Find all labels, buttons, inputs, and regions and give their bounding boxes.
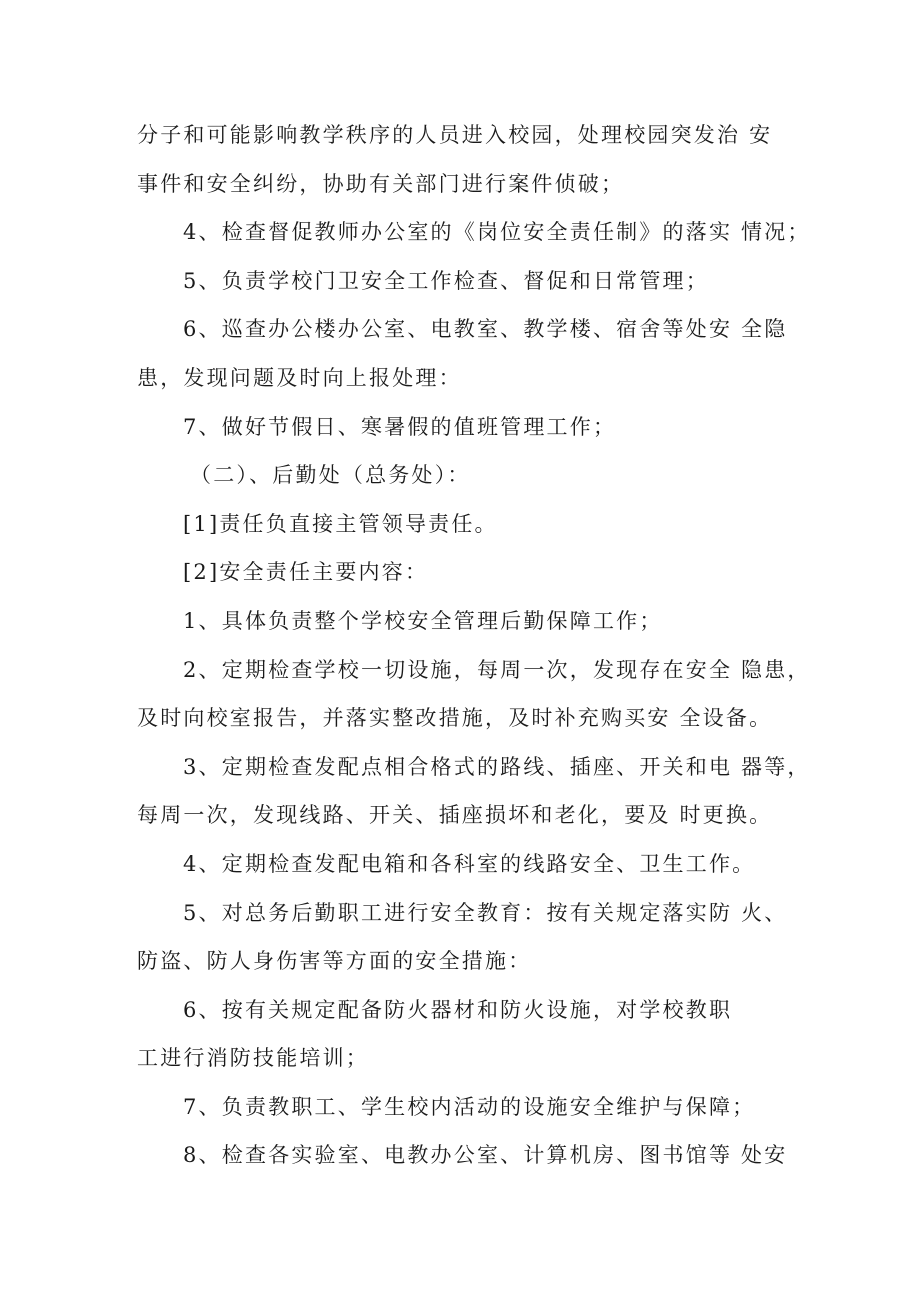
paragraph-line: 8、检查各实验室、电教办公室、计算机房、图书馆等 处安	[183, 1143, 788, 1168]
paragraph-line: 5、对总务后勤职工进行安全教育：按有关规定落实防 火、	[183, 900, 788, 925]
paragraph-line: 7、做好节假日、寒暑假的值班管理工作；	[183, 414, 617, 439]
paragraph-line: 每周一次，发现线路、开关、插座损坏和老化，要及 时更换。	[137, 803, 773, 828]
document-page	[0, 111, 920, 1180]
paragraph-line: [1]责任负直接主管领导责任。	[183, 511, 498, 536]
paragraph-line: 工进行消防技能培训；	[137, 1046, 369, 1071]
paragraph-line: 患，发现问题及时向上报处理：	[137, 365, 462, 390]
paragraph-line: 3、定期检查发配点相合格式的路线、插座、开关和电 器等，	[183, 754, 811, 779]
paragraph-line: 6、巡查办公楼办公室、电教室、教学楼、宿舍等处安 全隐	[183, 317, 788, 342]
paragraph-line: 5、负责学校门卫安全工作检查、督促和日常管理；	[183, 268, 709, 293]
paragraph-line: 事件和安全纠纷，协助有关部门进行案件侦破；	[137, 171, 625, 196]
paragraph-line: 及时向校室报告，并落实整改措施，及时补充购买安 全设备。	[137, 706, 773, 731]
paragraph-line: 4、定期检查发配电箱和各科室的线路安全、卫生工作。	[183, 851, 756, 876]
paragraph-line: 防盗、防人身伤害等方面的安全措施：	[137, 949, 532, 974]
paragraph-line: 7、负责教职工、学生校内活动的设施安全维护与保障；	[183, 1094, 756, 1119]
paragraph-line: 6、按有关规定配备防火器材和防火设施，对学校教职	[183, 997, 733, 1022]
paragraph-line: 分子和可能影响教学秩序的人员进入校园，处理校园突发治 安	[137, 123, 773, 147]
paragraph-line: （二）、后勤处（总务处）：	[190, 463, 471, 488]
paragraph-line: 2、定期检查学校一切设施，每周一次，发现存在安全 隐患，	[183, 657, 811, 682]
paragraph-line: 1、具体负责整个学校安全管理后勤保障工作；	[183, 608, 663, 633]
paragraph-line: 4、检查督促教师办公室的《岗位安全责任制》的落实 情况；	[183, 220, 811, 245]
paragraph-line: [2]安全责任主要内容：	[183, 560, 429, 585]
